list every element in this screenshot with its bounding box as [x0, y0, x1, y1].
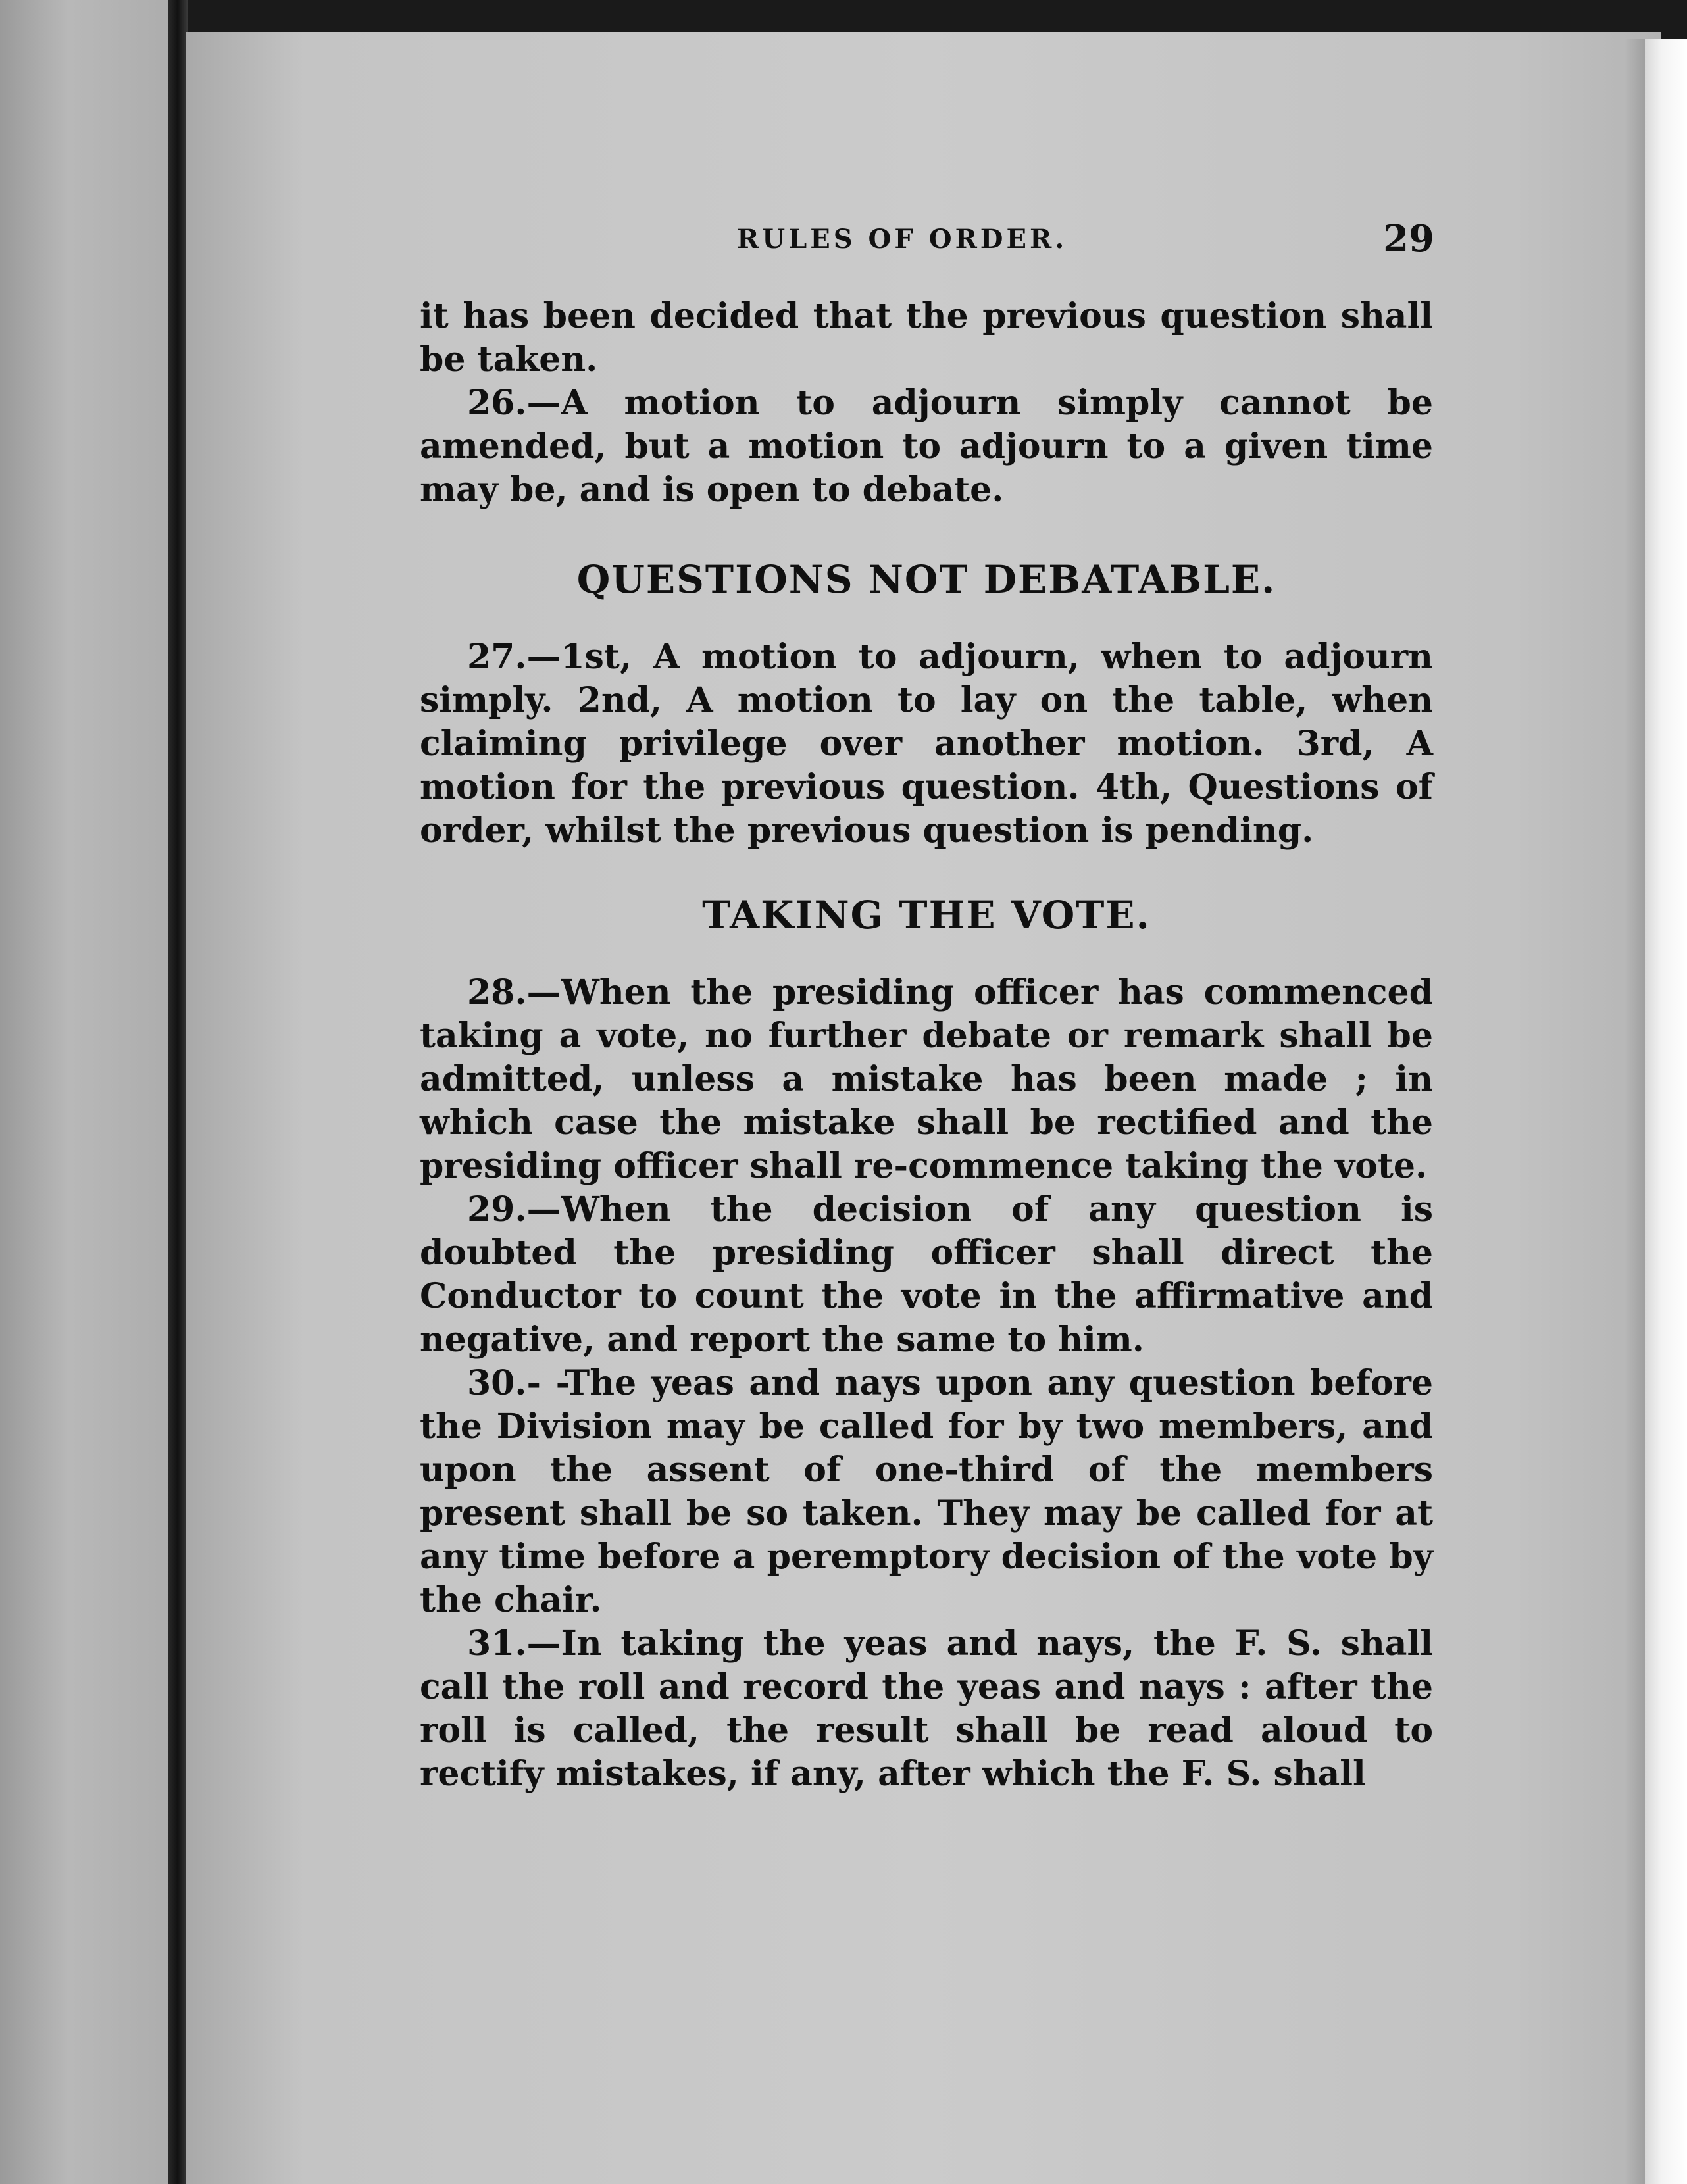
section-heading-questions-not-debatable: QUESTIONS NOT DEBATABLE. [576, 557, 1276, 602]
facing-page [0, 0, 171, 2184]
section-heading-taking-the-vote: TAKING THE VOTE. [702, 893, 1151, 937]
page-body [420, 295, 1433, 1796]
rule-30: 30.- -The yeas and nays upon any question before the Division may be called for by two members, and upon the assent of one-third of the members present shall be so taken. They may be called for at any time before a peremptory decision of the vote by the chair. [420, 1363, 1433, 1620]
rule-28: 28.—When the presiding officer has commenced taking a vote, no further debate or remark shall be admitted, unless a mistake has been made ; in which case the mistake shall be rectified and the presiding officer shall re-commence taking the vote. [420, 972, 1433, 1186]
paragraph-continued: it has been decided that the previous question shall be taken. [420, 296, 1433, 380]
page-edge-shadow [1624, 39, 1648, 2184]
running-title: RULES OF ORDER. [737, 224, 1068, 255]
rule-29: 29.—When the decision of any question is doubted the presiding officer shall direct the Conductor to count the vote in the affirmative and negative, and report the same to him. [420, 1189, 1433, 1360]
book-gutter [168, 0, 188, 2184]
page-number: 29 [1383, 217, 1434, 261]
running-header [737, 217, 1434, 270]
rule-27: 27.—1st, A motion to adjourn, when to adjourn simply. 2nd, A motion to lay on the table, when claiming privilege over another motion. 3rd, A motion for the previous question. 4th, Questions of order, whilst the previous question is pending. [420, 637, 1433, 851]
rule-31: 31.—In taking the yeas and nays, the F. S. shall call the roll and record the yeas and nays : after the roll is called, the result shall be read aloud to rectify mistakes, if any, after which the F. S. shall [420, 1624, 1433, 1794]
page-edge [1645, 39, 1687, 2184]
rule-26: 26.—A motion to adjourn simply cannot be amended, but a motion to adjourn to a given time may be, and is open to debate. [420, 383, 1433, 510]
